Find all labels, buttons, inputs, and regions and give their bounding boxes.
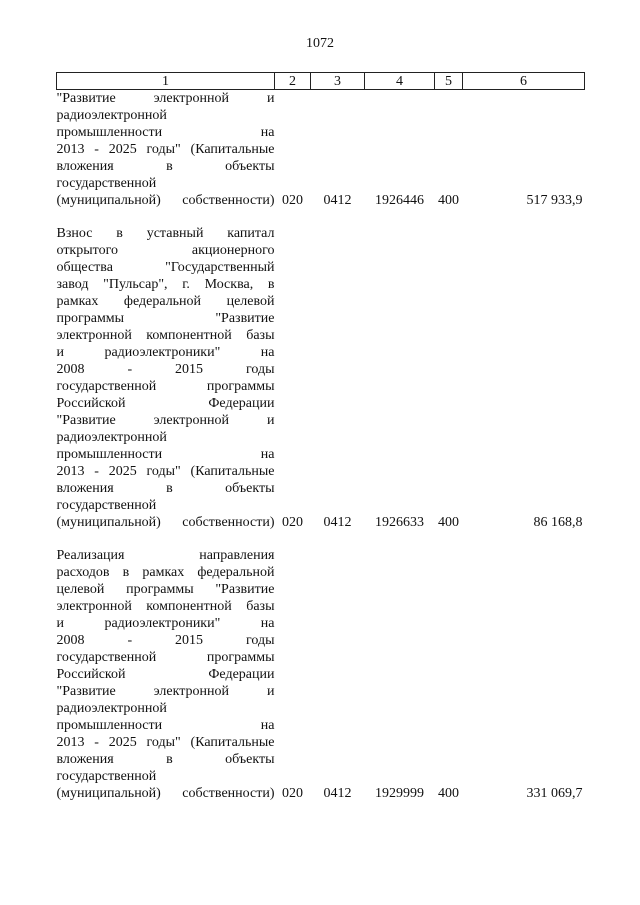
description-line: Российской Федерации [56,396,275,411]
header-col-5: 5 [435,73,463,90]
ministry-code: 020 [282,515,303,530]
description-line: радиоэлектронной [56,108,167,123]
amount: 86 168,8 [533,515,583,530]
description-line: "Развитие электронной и [56,684,275,699]
description-line: программы "Развитие [56,311,275,326]
target-article: 1929999 [375,786,424,801]
target-article: 1926633 [375,515,424,530]
description-line: открытого акционерного [56,243,275,258]
header-col-1: 1 [57,73,275,90]
table-row [57,225,585,531]
description-line: общества "Государственный [56,260,275,275]
row-spacer [57,209,585,225]
description-line: Реализация направления [56,548,275,563]
description-line: вложения в объекты [56,159,275,174]
header-col-6: 6 [463,73,585,90]
description-line: "Развитие электронной и [56,413,275,428]
row-description [57,547,275,802]
description-line: электронной компонентной базы [56,328,275,343]
description-line: целевой программы "Развитие [56,582,275,597]
target-article: 1926446 [375,193,424,208]
description-line: 2008 - 2015 годы [56,362,275,377]
ministry-code: 020 [282,193,303,208]
description-line: государственной программы [56,379,275,394]
description-line: "Развитие электронной и [56,91,275,106]
description-line: государственной [56,176,157,191]
description-line: Российской Федерации [56,667,275,682]
description-line: вложения в объекты [56,481,275,496]
row-spacer [57,531,585,547]
description-line: промышленности на [56,718,275,733]
description-line: расходов в рамках федеральной [56,565,275,580]
description-line: 2013 - 2025 годы" (Капитальные [56,735,275,750]
budget-table [56,72,585,802]
description-line: Взнос в уставный капитал [56,226,275,241]
description-line: радиоэлектронной [56,430,167,445]
header-col-3: 3 [311,73,365,90]
description-line: 2013 - 2025 годы" (Капитальные [56,142,275,157]
description-line: 2013 - 2025 годы" (Капитальные [56,464,275,479]
ministry-code: 020 [282,786,303,801]
description-line: завод "Пульсар", г. Москва, в [56,277,275,292]
section-code: 0412 [323,193,352,208]
row-description [57,90,275,210]
description-line: государственной программы [56,650,275,665]
header-col-4: 4 [365,73,435,90]
amount: 517 933,9 [526,193,583,208]
description-line: промышленности на [56,447,275,462]
description-line: электронной компонентной базы [56,599,275,614]
page-number: 1072 [306,36,334,51]
description-line: государственной [56,769,157,784]
description-line: государственной [56,498,157,513]
description-line: и радиоэлектроники" на [56,345,275,360]
row-description [57,225,275,531]
expense-type: 400 [438,786,459,801]
table-row [57,547,585,802]
expense-type: 400 [438,515,459,530]
description-line: (муниципальной) собственности) [56,786,275,801]
section-code: 0412 [323,786,352,801]
description-line: радиоэлектронной [56,701,167,716]
description-line: 2008 - 2015 годы [56,633,275,648]
header-col-2: 2 [275,73,311,90]
description-line: промышленности на [56,125,275,140]
description-line: (муниципальной) собственности) [56,515,275,530]
description-line: и радиоэлектроники" на [56,616,275,631]
description-line: (муниципальной) собственности) [56,193,275,208]
table-row [57,90,585,210]
expense-type: 400 [438,193,459,208]
header-row [57,73,585,90]
description-line: рамках федеральной целевой [56,294,275,309]
section-code: 0412 [323,515,352,530]
amount: 331 069,7 [526,786,583,801]
description-line: вложения в объекты [56,752,275,767]
